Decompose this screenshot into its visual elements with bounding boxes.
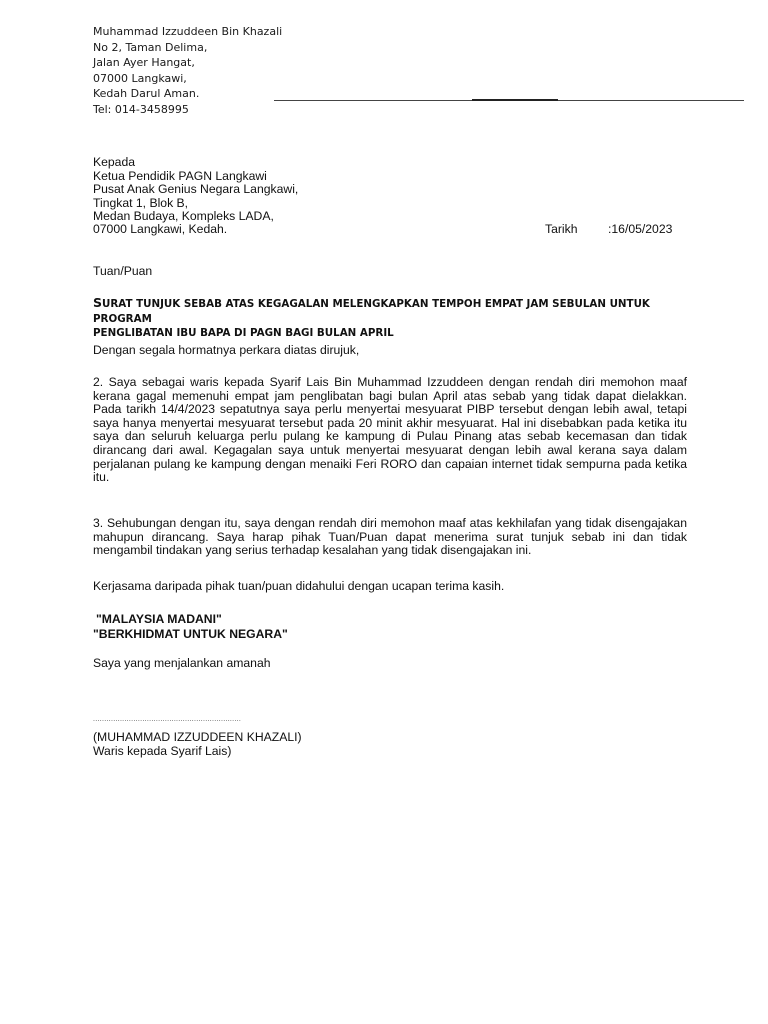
- paragraph-line: 3. Sehubungan dengan itu, saya dengan rendah diri memohon maaf atas kekhilafan yang tidak disengajakan: [93, 516, 687, 530]
- opening-line: Dengan segala hormatnya perkara diatas dirujuk,: [93, 343, 360, 357]
- subject-first-letter: S: [93, 295, 103, 310]
- sender-address-line: Kedah Darul Aman.: [93, 87, 200, 101]
- sender-phone: Tel: 014-3458995: [93, 102, 189, 116]
- salutation: Tuan/Puan: [93, 264, 153, 278]
- recipient-line: Tingkat 1, Blok B,: [93, 195, 189, 210]
- header-divider-accent: [472, 99, 558, 101]
- recipient-kepada: Kepada: [93, 155, 136, 169]
- paragraph-line: saya dan seluruh keluarga perlu pulang ke kampung di Pulau Pinang atas sebab kecemasan dan tidak: [93, 429, 687, 444]
- recipient-line: 07000 Langkawi, Kedah.: [93, 222, 228, 236]
- slogan-berkhidmat: "BERKHIDMAT UNTUK NEGARA": [93, 627, 288, 641]
- recipient-line: Ketua Pendidik PAGN Langkawi: [93, 168, 267, 183]
- date-label: Tarikh: [545, 222, 578, 236]
- signer-name: (MUHAMMAD IZZUDDEEN KHAZALI): [93, 730, 302, 744]
- paragraph-line: perjalanan pulang ke kampung dengan menaiki Feri RORO dan capaian internet tidak sempurna pada ketika: [93, 456, 687, 471]
- paragraph-line: Pada tarikh 14/4/2023 sepatutnya saya perlu menyertai mesyuarat PIBP tersebut dengan lebih awal, tetapi: [93, 402, 687, 417]
- recipient-line: Pusat Anak Genius Negara Langkawi,: [93, 182, 299, 197]
- signer-role: Waris kepada Syarif Lais): [93, 743, 232, 758]
- subject-line-2: PENGLIBATAN IBU BAPA DI PAGN BAGI BULAN APRIL: [93, 327, 394, 339]
- closing-line: Kerjasama daripada pihak tuan/puan didahului dengan ucapan terima kasih.: [93, 579, 505, 593]
- subject-line-1: URAT TUNJUK SEBAB ATAS KEGAGALAN MELENGKAPKAN TEMPOH EMPAT JAM SEBULAN UNTUK PROGRAM: [93, 298, 650, 325]
- paragraph-line: itu.: [93, 470, 110, 485]
- date-value: :16/05/2023: [608, 222, 673, 236]
- recipient-line: Medan Budaya, Kompleks LADA,: [93, 209, 274, 224]
- paragraph-line: kerana gagal memenuhi empat jam penglibatan bagi bulan April atas sebab yang tidak dapat dielakkan.: [93, 388, 687, 403]
- paragraph-line: 2. Saya sebagai waris kepada Syarif Lais Bin Muhammad Izzuddeen dengan rendah diri memohon maaf: [93, 375, 687, 389]
- date-row: [93, 223, 693, 237]
- sender-address-block: [93, 24, 282, 118]
- paragraph-line: dirancang dari awal. Kegagalan saya untuk menyertai mesyuarat dengan lebih awal kerana saya dalam: [93, 442, 687, 457]
- sender-name: Muhammad Izzuddeen Bin Khazali: [93, 25, 283, 38]
- recipient-address-block: [93, 156, 683, 224]
- signer-block: [93, 731, 302, 758]
- paragraph-line: mengambil tindakan yang serius terhadap kesalahan yang tidak disengajakan ini.: [93, 543, 532, 558]
- sender-address-line: 07000 Langkawi,: [93, 71, 187, 85]
- paragraph-line: mahupun dirancang. Saya harap pihak Tuan/Puan dapat menerima surat tunjuk sebab ini dan tidak: [93, 529, 687, 544]
- subject-heading: [93, 296, 703, 341]
- paragraph-3: [93, 517, 687, 558]
- slogans: [93, 612, 288, 642]
- sender-address-line: No 2, Taman Delima,: [93, 40, 208, 54]
- paragraph-line: saya hanya menyertai mesyuarat tersebut pada 20 minit akhir mesyuarat. Hal ini disebabkan pada ketika itu: [93, 415, 687, 430]
- paragraph-2: [93, 376, 687, 485]
- sign-off: Saya yang menjalankan amanah: [93, 656, 271, 670]
- signature-line: ..................................................................: [93, 716, 242, 723]
- sender-address-line: Jalan Ayer Hangat,: [93, 56, 195, 70]
- slogan-malaysia-madani: "MALAYSIA MADANI": [96, 612, 222, 626]
